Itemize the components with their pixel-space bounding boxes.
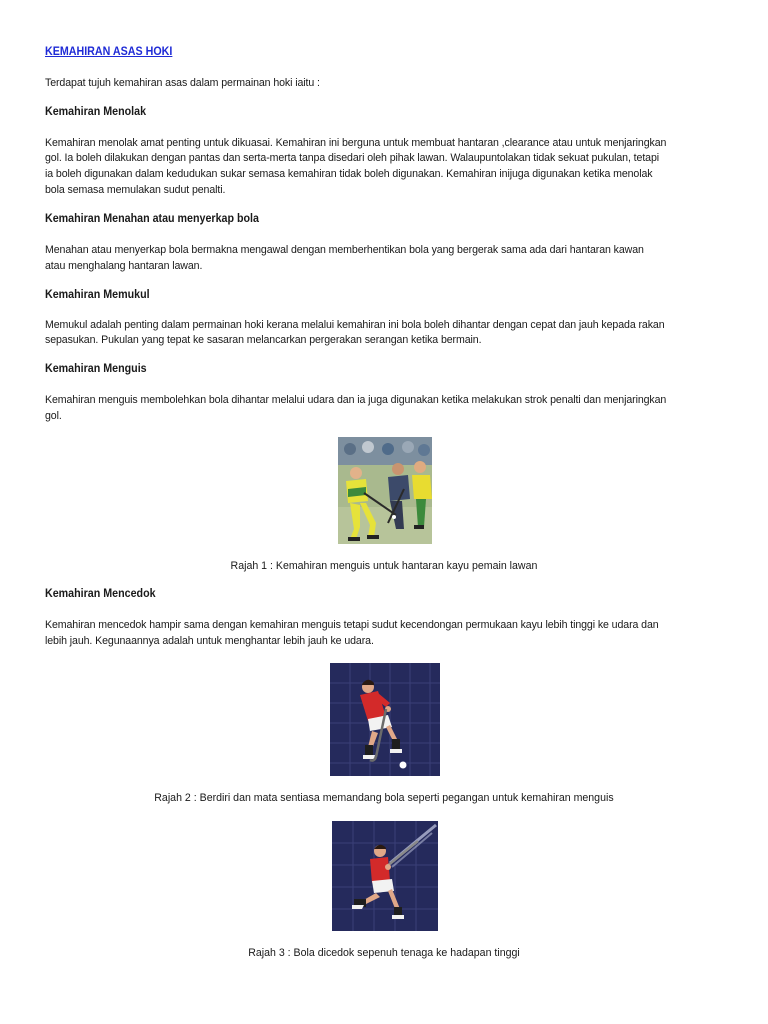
menolak-line-1: Kemahiran menolak amat penting untuk dikuasai. Kemahiran ini berguna untuk membuat hantaran ,clearance atau untuk menjaringkan (45, 137, 667, 149)
memukul-line-2: sepasukan. Pukulan yang tepat ke sasaran melancarkan pergerakan serangan ketika bermain. (45, 334, 482, 346)
heading-menolak: Kemahiran Menolak (45, 106, 147, 118)
hockey-match-photo (338, 437, 432, 544)
menolak-line-2: gol. Ia boleh dilakukan dengan pantas dan serta-merta tanpa disedari oleh pihak lawan. Walaupuntolakan tidak sekuat pukulan, tetapi (45, 152, 660, 164)
player-scoop-illustration (332, 821, 438, 931)
figure-3-illustration (332, 821, 438, 931)
menolak-line-3: ia boleh digunakan dalam kedudukan sukar semasa kemahiran tidak boleh digunakan. Kemahiran inijuga digunakan ketika menolak (45, 168, 653, 180)
figure-2-caption-text: Rajah 2 : Berdiri dan mata sentiasa memandang bola seperti pegangan untuk kemahiran menguis (154, 792, 614, 804)
figure-2-illustration (330, 663, 440, 776)
figure-1-caption-text: Rajah 1 : Kemahiran menguis untuk hantaran kayu pemain lawan (230, 560, 538, 572)
heading-memukul: Kemahiran Memukul (45, 289, 150, 301)
figure-1-caption (0, 560, 768, 572)
document-title-link[interactable]: KEMAHIRAN ASAS HOKI (45, 46, 173, 58)
memukul-line-1: Memukul adalah penting dalam permainan hoki kerana melalui kemahiran ini bola boleh dihantar dengan cepat dan jauh kepada rakan (45, 319, 665, 331)
menahan-line-2: atau menghalang hantaran lawan. (45, 260, 203, 272)
menguis-line-1: Kemahiran menguis membolehkan bola dihantar melalui udara dan ia juga digunakan ketika melakukan strok penalti dan menjaringkan (45, 394, 667, 406)
figure-1-photo (338, 437, 432, 544)
heading-menahan: Kemahiran Menahan atau menyerkap bola (45, 213, 259, 225)
menguis-line-2: gol. (45, 410, 62, 422)
intro-text: Terdapat tujuh kemahiran asas dalam permainan hoki iaitu : (45, 77, 320, 89)
mencedok-line-2: lebih jauh. Kegunaannya adalah untuk menghantar lebih jauh ke udara. (45, 635, 374, 647)
figure-3-caption (0, 947, 768, 959)
player-stance-illustration (330, 663, 440, 776)
mencedok-line-1: Kemahiran mencedok hampir sama dengan kemahiran menguis tetapi sudut kecendongan permukaan kayu lebih tinggi ke udara dan (45, 619, 659, 631)
figure-3-caption-text: Rajah 3 : Bola dicedok sepenuh tenaga ke hadapan tinggi (248, 947, 520, 959)
menolak-line-4: bola semasa memulakan sudut penalti. (45, 184, 226, 196)
menahan-line-1: Menahan atau menyerkap bola bermakna mengawal dengan memberhentikan bola yang bergerak sama ada dari hantaran kawan (45, 244, 644, 256)
figure-2-caption (0, 792, 768, 804)
heading-mencedok: Kemahiran Mencedok (45, 588, 156, 600)
heading-menguis: Kemahiran Menguis (45, 363, 147, 375)
